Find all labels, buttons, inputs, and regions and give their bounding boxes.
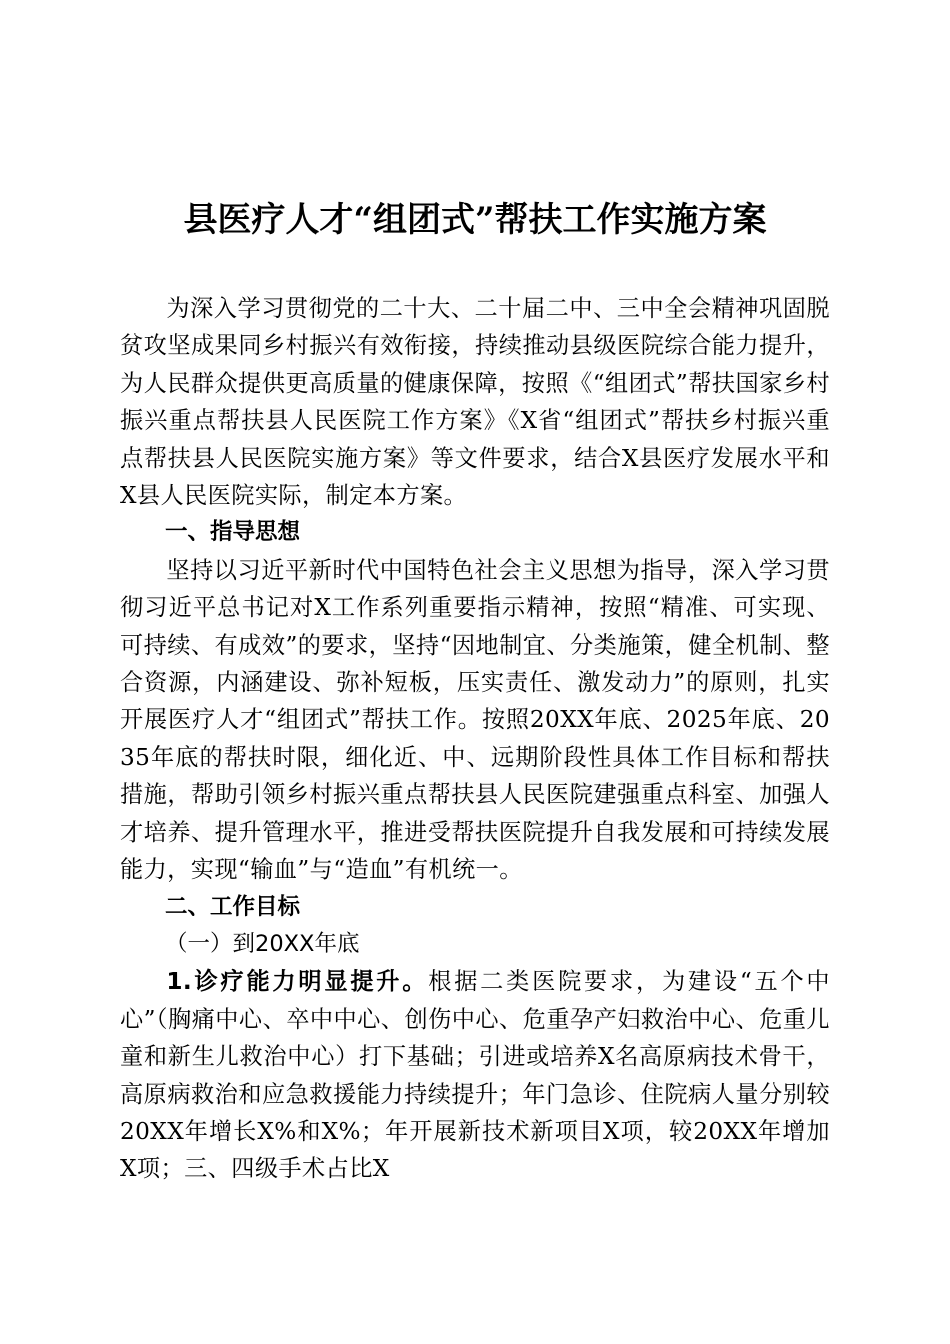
subsection-heading-by-year-end: （一）到20XX年底 [165, 930, 360, 957]
goal-item-paragraph [120, 963, 830, 1187]
intro-paragraph: 为深入学习贯彻党的二十大、二十届二中、三中全会精神巩固脱贫攻坚成果同乡村振兴有效衔接，持续推动县级医院综合能力提升，为人民群众提供更高质量的健康保障，按照《“组团式”帮扶国家乡村振兴重点帮扶县人民医院工作方案》《X省“组团式”帮扶乡村振兴重点帮扶县人民医院实施方案》等文件要求，结合X县医疗发展水平和X县人民医院实际，制定本方案。 [120, 295, 830, 510]
section-heading-guiding-ideology: 一、指导思想 [165, 519, 301, 546]
document-title: 县医疗人才“组团式”帮扶工作实施方案 [183, 200, 767, 240]
document-body [120, 290, 830, 1188]
guiding-ideology-paragraph: 坚持以习近平新时代中国特色社会主义思想为指导，深入学习贯彻习近平总书记对X工作系列重要指示精神，按照“精准、可实现、可持续、有成效”的要求，坚持“因地制宜、分类施策，健全机制、整合资源，内涵建设、弥补短板，压实责任、激发动力”的原则，扎实开展医疗人才“组团式”帮扶工作。按照20XX年底、2025年底、2035年底的帮扶时限，细化近、中、远期阶段性具体工作目标和帮扶措施，帮助引领乡村振兴重点帮扶县人民医院建强重点科室、加强人才培养、提升管理水平，推进受帮扶医院提升自我发展和可持续发展能力，实现“输血”与“造血”有机统一。 [120, 556, 830, 884]
goal-item-text: 根据二类医院要求，为建设“五个中心”（胸痛中心、卒中中心、创伤中心、危重孕产妇救治中心、危重儿童和新生儿救治中心）打下基础；引进或培养X名高原病技术骨干，高原病救治和应急救援能力持续提升；年门急诊、住院病人量分别较20XX年增长X%和X%；年开展新技术新项目X项，较20XX年增加X项；三、四级手术占比X [120, 968, 830, 1183]
goal-item-lead: 1.诊疗能力明显提升。 [166, 968, 429, 996]
section-heading-work-goals: 二、工作目标 [165, 893, 301, 920]
